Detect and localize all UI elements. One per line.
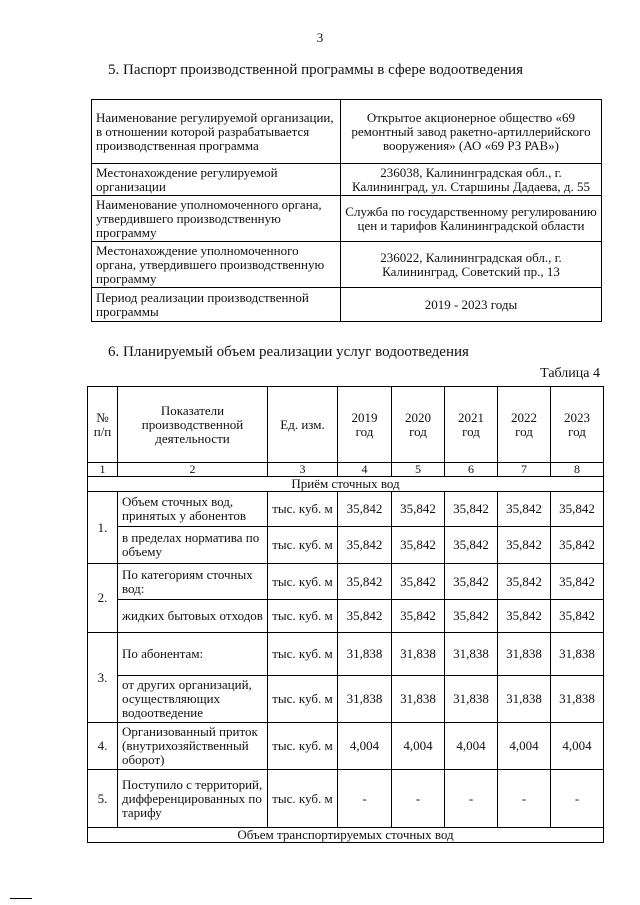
column-index: 4	[338, 463, 392, 477]
indicator-cell: Поступило с территорий, дифференцированных по тарифу	[118, 770, 268, 828]
table-row	[88, 564, 604, 600]
table-row	[88, 492, 604, 527]
value-cell: 31,838	[338, 676, 392, 723]
value-cell: -	[551, 770, 604, 828]
column-index: 8	[551, 463, 604, 477]
header-indicator: Показатели производственной деятельности	[118, 387, 268, 463]
value-cell: 31,838	[338, 633, 392, 676]
column-index: 5	[392, 463, 445, 477]
footer-rule	[10, 898, 32, 899]
passport-label: Наименование регулируемой организации, в отношении которой разрабатывается производственная программа	[92, 100, 341, 164]
value-cell: 35,842	[445, 564, 498, 600]
value-cell: 35,842	[445, 600, 498, 633]
header-year: 2021 год	[445, 387, 498, 463]
value-cell: 35,842	[551, 527, 604, 564]
passport-label: Местонахождение регулируемой организации	[92, 164, 341, 196]
header-unit: Ед. изм.	[268, 387, 338, 463]
value-cell: 35,842	[338, 600, 392, 633]
unit-cell: тыс. куб. м	[268, 600, 338, 633]
passport-row-org-location	[92, 164, 602, 196]
value-cell: 35,842	[338, 527, 392, 564]
passport-label: Местонахождение уполномоченного органа, утвердившего производственную программу	[92, 242, 341, 288]
value-cell: 4,004	[551, 723, 604, 770]
table-row	[88, 723, 604, 770]
passport-row-period	[92, 288, 602, 322]
table-row	[88, 527, 604, 564]
column-index: 6	[445, 463, 498, 477]
header-year: 2020 год	[392, 387, 445, 463]
column-index: 1	[88, 463, 118, 477]
value-cell: 4,004	[445, 723, 498, 770]
value-cell: 4,004	[392, 723, 445, 770]
section-label: Приём сточных вод	[88, 477, 604, 492]
value-cell: 4,004	[498, 723, 551, 770]
value-cell: -	[392, 770, 445, 828]
value-cell: 35,842	[338, 492, 392, 527]
section-6-title: 6. Планируемый объем реализации услуг водоотведения	[108, 344, 469, 360]
value-cell: 35,842	[551, 564, 604, 600]
value-cell: 35,842	[392, 600, 445, 633]
value-cell: 35,842	[498, 600, 551, 633]
section-row-intake	[88, 477, 604, 492]
wastewater-volume-table	[87, 386, 604, 843]
column-index: 2	[118, 463, 268, 477]
production-program-passport-table	[91, 99, 602, 322]
unit-cell: тыс. куб. м	[268, 527, 338, 564]
table-row	[88, 633, 604, 676]
passport-value: 236038, Калининградская обл., г. Калининград, ул. Старшины Дадаева, д. 55	[341, 164, 602, 196]
value-cell: 31,838	[445, 676, 498, 723]
indicator-cell: жидких бытовых отходов	[118, 600, 268, 633]
value-cell: 4,004	[338, 723, 392, 770]
value-cell: 35,842	[392, 564, 445, 600]
passport-label: Период реализации производственной программы	[92, 288, 341, 322]
passport-value: 2019 - 2023 годы	[341, 288, 602, 322]
indicator-cell: По категориям сточных вод:	[118, 564, 268, 600]
indicator-cell: от других организаций, осуществляющих водоотведение	[118, 676, 268, 723]
header-year: 2022 год	[498, 387, 551, 463]
unit-cell: тыс. куб. м	[268, 633, 338, 676]
table-row	[88, 770, 604, 828]
value-cell: 31,838	[445, 633, 498, 676]
passport-label: Наименование уполномоченного органа, утвердившего производственную программу	[92, 196, 341, 242]
table-row	[88, 676, 604, 723]
value-cell: 35,842	[445, 492, 498, 527]
passport-row-authority-location	[92, 242, 602, 288]
header-num: № п/п	[88, 387, 118, 463]
value-cell: 35,842	[338, 564, 392, 600]
section-row-transport	[88, 828, 604, 843]
value-cell: -	[445, 770, 498, 828]
indicator-cell: По абонентам:	[118, 633, 268, 676]
value-cell: 35,842	[498, 564, 551, 600]
value-cell: 35,842	[551, 600, 604, 633]
value-cell: 35,842	[445, 527, 498, 564]
table-row	[88, 600, 604, 633]
indicator-cell: Организованный приток (внутрихозяйственный оборот)	[118, 723, 268, 770]
value-cell: 35,842	[498, 527, 551, 564]
section-5-title: 5. Паспорт производственной программы в сфере водоотведения	[108, 62, 523, 78]
passport-value: Открытое акционерное общество «69 ремонтный завод ракетно-артиллерийского вооружения» (АО «69 РЗ РАВ»)	[341, 100, 602, 164]
value-cell: 31,838	[498, 676, 551, 723]
unit-cell: тыс. куб. м	[268, 723, 338, 770]
section-label: Объем транспортируемых сточных вод	[88, 828, 604, 843]
unit-cell: тыс. куб. м	[268, 676, 338, 723]
value-cell: 31,838	[498, 633, 551, 676]
unit-cell: тыс. куб. м	[268, 564, 338, 600]
table-caption: Таблица 4	[540, 366, 600, 381]
row-number: 3.	[88, 633, 118, 723]
value-cell: -	[338, 770, 392, 828]
value-cell: 35,842	[551, 492, 604, 527]
value-cell: 35,842	[392, 527, 445, 564]
value-cell: 31,838	[551, 676, 604, 723]
value-cell: 31,838	[392, 676, 445, 723]
row-number: 5.	[88, 770, 118, 828]
passport-row-organization	[92, 100, 602, 164]
column-index: 3	[268, 463, 338, 477]
row-number: 4.	[88, 723, 118, 770]
unit-cell: тыс. куб. м	[268, 492, 338, 527]
passport-value: 236022, Калининградская обл., г. Калининград, Советский пр., 13	[341, 242, 602, 288]
value-cell: 31,838	[551, 633, 604, 676]
value-cell: 35,842	[498, 492, 551, 527]
row-number: 2.	[88, 564, 118, 633]
passport-row-authority	[92, 196, 602, 242]
passport-value: Служба по государственному регулированию цен и тарифов Калининградской области	[341, 196, 602, 242]
value-cell: 31,838	[392, 633, 445, 676]
indicator-cell: Объем сточных вод, принятых у абонентов	[118, 492, 268, 527]
indicator-cell: в пределах норматива по объему	[118, 527, 268, 564]
page-number: 3	[316, 30, 324, 45]
header-year: 2019 год	[338, 387, 392, 463]
row-number: 1.	[88, 492, 118, 564]
value-cell: 35,842	[392, 492, 445, 527]
table-header-row	[88, 387, 604, 463]
header-year: 2023 год	[551, 387, 604, 463]
column-index: 7	[498, 463, 551, 477]
column-index-row	[88, 463, 604, 477]
value-cell: -	[498, 770, 551, 828]
unit-cell: тыс. куб. м	[268, 770, 338, 828]
